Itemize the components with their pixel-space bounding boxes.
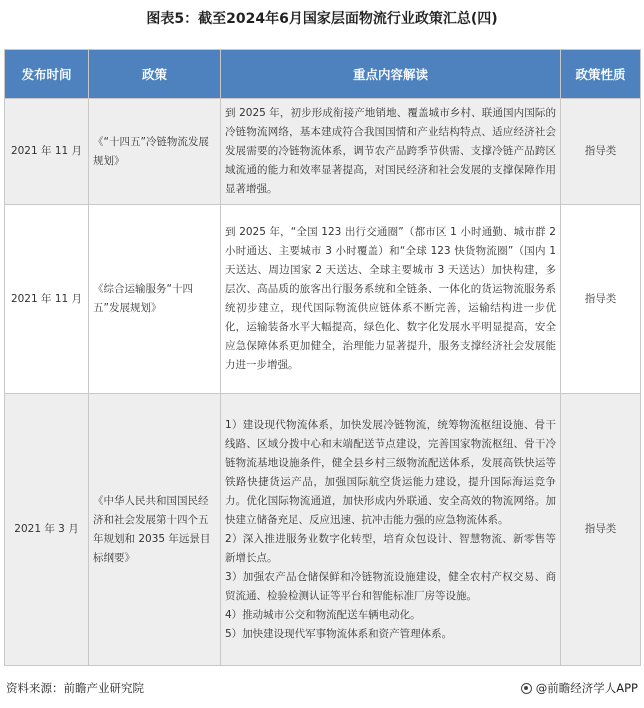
header-policy: 政策	[89, 50, 221, 99]
cell-policy: 《中华人民共和国国民经济和社会发展第十四个五年规划和 2035 年远景目标纲要》	[89, 394, 221, 666]
content-paragraph: 到 2025 年，初步形成衔接产地销地、覆盖城市乡村、联通国内国际的冷链物流网络，基本建成符合我国国情和产业结构特点、适应经济社会发展需要的冷链物流体系，调节农产品跨季节供需、支撑冷链产品跨区域流通的能力和效率显著提高，对国民经济和社会发展的支撑保障作用显著增强。	[225, 107, 556, 195]
cell-date: 2021 年 11 月	[5, 99, 89, 205]
table-title: 图表5：截至2024年6月国家层面物流行业政策汇总(四)	[146, 11, 498, 27]
cell-content	[221, 205, 561, 394]
cell-date: 2021 年 11 月	[5, 205, 89, 394]
content-item: 4）推动城市公交和物流配送车辆电动化。	[225, 608, 421, 621]
brand-label: @前瞻经济学人APP	[535, 681, 638, 695]
cell-content	[221, 99, 561, 205]
brand-logo-icon	[521, 683, 532, 694]
cell-nature: 指导类	[561, 99, 641, 205]
cell-nature: 指导类	[561, 394, 641, 666]
cell-nature: 指导类	[561, 205, 641, 394]
header-nature: 政策性质	[561, 50, 641, 99]
content-item: 3）加强农产品仓储保鲜和冷链物流设施建设，健全农村产权交易、商贸流通、检验检测认证等平台和智能标准厂房等设施。	[225, 570, 556, 602]
content-item: 1）建设现代物流体系，加快发展冷链物流，统筹物流枢纽设施、骨干线路、区域分拨中心和末端配送节点建设，完善国家物流枢纽、骨干冷链物流基地设施条件，健全县乡村三级物流配送体系，发展高铁快运等铁路快捷货运产品，加强国际航空货运能力建设，提升国际海运竞争力。优化国际物流通道，加快形成内外联通、安全高效的物流网络。加快建立储备充足、反应迅速、抗冲击能力强的应急物流体系。	[225, 418, 556, 526]
source-note: 资料来源：前瞻产业研究院	[6, 681, 144, 695]
content-item: 5）加快建设现代军事物流体系和资产管理体系。	[225, 627, 453, 640]
cell-policy: 《“十四五”冷链物流发展规划》	[89, 99, 221, 205]
header-date: 发布时间	[5, 50, 89, 99]
table-row	[5, 99, 641, 205]
table-header-row	[5, 50, 641, 99]
cell-policy: 《综合运输服务“十四五”发展规划》	[89, 205, 221, 394]
cell-date: 2021 年 3 月	[5, 394, 89, 666]
cell-content	[221, 394, 561, 666]
content-paragraph: 到 2025 年，“全国 123 出行交通圈”（都市区 1 小时通勤、城市群 2 小时通达、主要城市 3 小时覆盖）和“全球 123 快货物流圈”（国内 1 天送达、周边国家 2 天送达、全球主要城市 3 天送达）加快构建，多层次、高品质的旅客出行服务系统和全链条、一体化的货运物流服务系统初步建立，现代国际物流供应链体系不断完善，运输结构进一步优化，运输装备水平大幅提高，绿色化、数字化发展水平明显提高，安全应急保障体系更加健全，治理能力显著提升，服务支撑经济社会发展能力进一步增强。	[225, 226, 556, 371]
policy-table	[4, 49, 641, 666]
table-row	[5, 394, 641, 666]
brand-credit	[521, 680, 638, 696]
table-row	[5, 205, 641, 394]
content-item: 2）深入推进服务业数字化转型，培育众包设计、智慧物流、新零售等新增长点。	[225, 532, 556, 564]
header-content: 重点内容解读	[221, 50, 561, 99]
